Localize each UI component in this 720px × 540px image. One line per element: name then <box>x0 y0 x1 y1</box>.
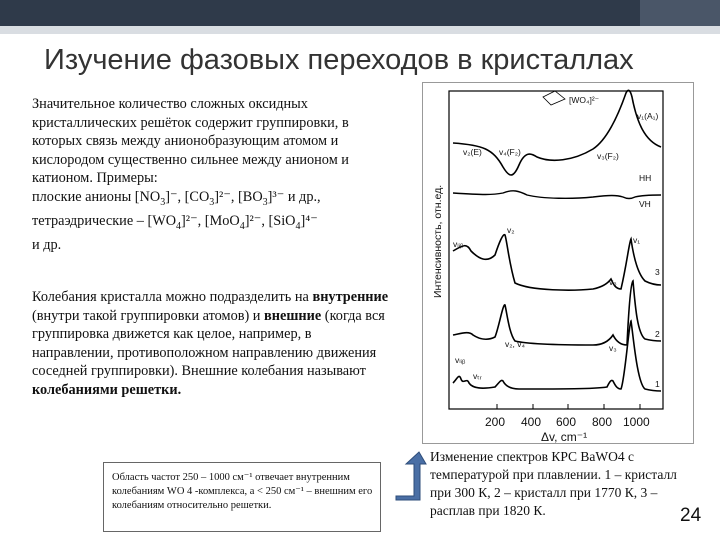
vibrations-text-c: (когда вся группировка движется как целое, например, в направлении, противоположном направлению движения соседней группировки). Внешние колебания называют <box>32 307 385 379</box>
subscript: 4 <box>176 220 182 232</box>
examples-end: и др. <box>32 237 62 254</box>
curve-number: 1 <box>655 379 660 389</box>
spectrum-VH <box>453 191 661 199</box>
x-tick-label: 600 <box>556 415 577 429</box>
intro-text: Значительное количество сложных оксидных кристаллических решёток содержит группировки, в которых связь между анионобразующим атомом и кислородом существенно сильнее между анионом и катионом. Примеры: <box>32 96 349 186</box>
inset-label: [WO₄]²⁻ <box>569 95 600 105</box>
vibrations-text-a: Колебания кристалла можно подразделить на <box>32 289 313 305</box>
raman-spectra-figure <box>422 82 694 444</box>
x-axis-label: Δv, cm⁻¹ <box>541 430 588 443</box>
peak-label: vₗᵢᵦ <box>455 355 466 365</box>
examples-tetra-2: ]²⁻, [MoO <box>181 212 240 229</box>
x-tick-label: 200 <box>485 415 506 429</box>
subscript: 3 <box>209 196 215 208</box>
peak-label: v₂ <box>507 225 515 235</box>
subscript: 3 <box>160 196 166 208</box>
peak-label: vₗᵢᵦ <box>453 239 464 249</box>
examples-planar-1: плоские анионы [NO <box>32 188 161 205</box>
intro-paragraph <box>32 95 392 255</box>
examples-tetra-1: тетраэдрические – [WO <box>32 212 177 229</box>
examples-planar-4: ]³⁻ и др., <box>267 188 321 205</box>
spectrum-3 <box>453 235 661 290</box>
tetrahedron-icon <box>543 91 565 105</box>
x-tick-label: 1000 <box>623 415 650 429</box>
curve-label: HH <box>639 173 652 183</box>
vibrations-paragraph <box>32 288 392 399</box>
examples-planar-3: ]²⁻, [BO <box>214 188 263 205</box>
examples-planar-2: ]⁻, [CO <box>165 188 210 205</box>
slide-top-bar <box>0 0 720 26</box>
peak-label: v₁(A₁) <box>637 111 659 121</box>
curve-number: 3 <box>655 267 660 277</box>
plot-frame <box>449 91 663 409</box>
spectra-plot <box>423 83 693 443</box>
y-axis-label: Интенсивность, отн.ед. <box>432 184 444 298</box>
slide-top-bar-accent <box>640 0 720 26</box>
examples-tetra-4: ]⁴⁻ <box>300 212 318 229</box>
peak-label: v₂, v₄ <box>505 339 525 349</box>
subscript: 4 <box>239 220 245 232</box>
page-number: 24 <box>680 505 702 526</box>
spectrum-HH <box>453 90 661 175</box>
subscript: 4 <box>295 220 301 232</box>
x-tick-label: 800 <box>592 415 613 429</box>
peak-label: vₜᵣ <box>473 371 482 381</box>
frequency-note-box: Область частот 250 – 1000 см⁻¹ отвечает внутренним колебаниям WO 4 -комплекса, а < 250 см⁻¹ – внешним его колебаниям относительно решетки. <box>103 462 381 532</box>
curve-number: 2 <box>655 329 660 339</box>
vibrations-text-b: (внутри такой группировки атомов) и <box>32 307 265 324</box>
peak-label: v₁ <box>633 235 641 245</box>
slide-top-stripe <box>0 26 720 34</box>
peak-label: v₃ <box>609 277 617 287</box>
x-tick-label: 400 <box>521 415 542 429</box>
arrow-icon <box>392 450 428 502</box>
peak-label: v₄(F₂) <box>499 147 521 157</box>
figure-caption: Изменение спектров КРС BaWO4 с температурой при плавлении. 1 – кристалл при 300 К, 2 – кристалл при 1770 К, 3 – расплав при 1820 К. <box>430 449 677 518</box>
lattice-term: колебаниями решетки. <box>32 381 182 398</box>
internal-term: внутренние <box>312 289 389 305</box>
external-term: внешние <box>264 307 322 324</box>
subscript: 3 <box>262 196 268 208</box>
curve-label: VH <box>639 199 651 209</box>
slide-title: Изучение фазовых переходов в кристаллах <box>44 44 634 76</box>
peak-label: v₃(F₂) <box>597 151 619 161</box>
peak-label: v₂(E) <box>463 147 482 157</box>
spectrum-1 <box>453 321 661 391</box>
examples-tetra-3: ]²⁻, [SiO <box>244 212 296 229</box>
peak-label: v₃ <box>609 343 617 353</box>
